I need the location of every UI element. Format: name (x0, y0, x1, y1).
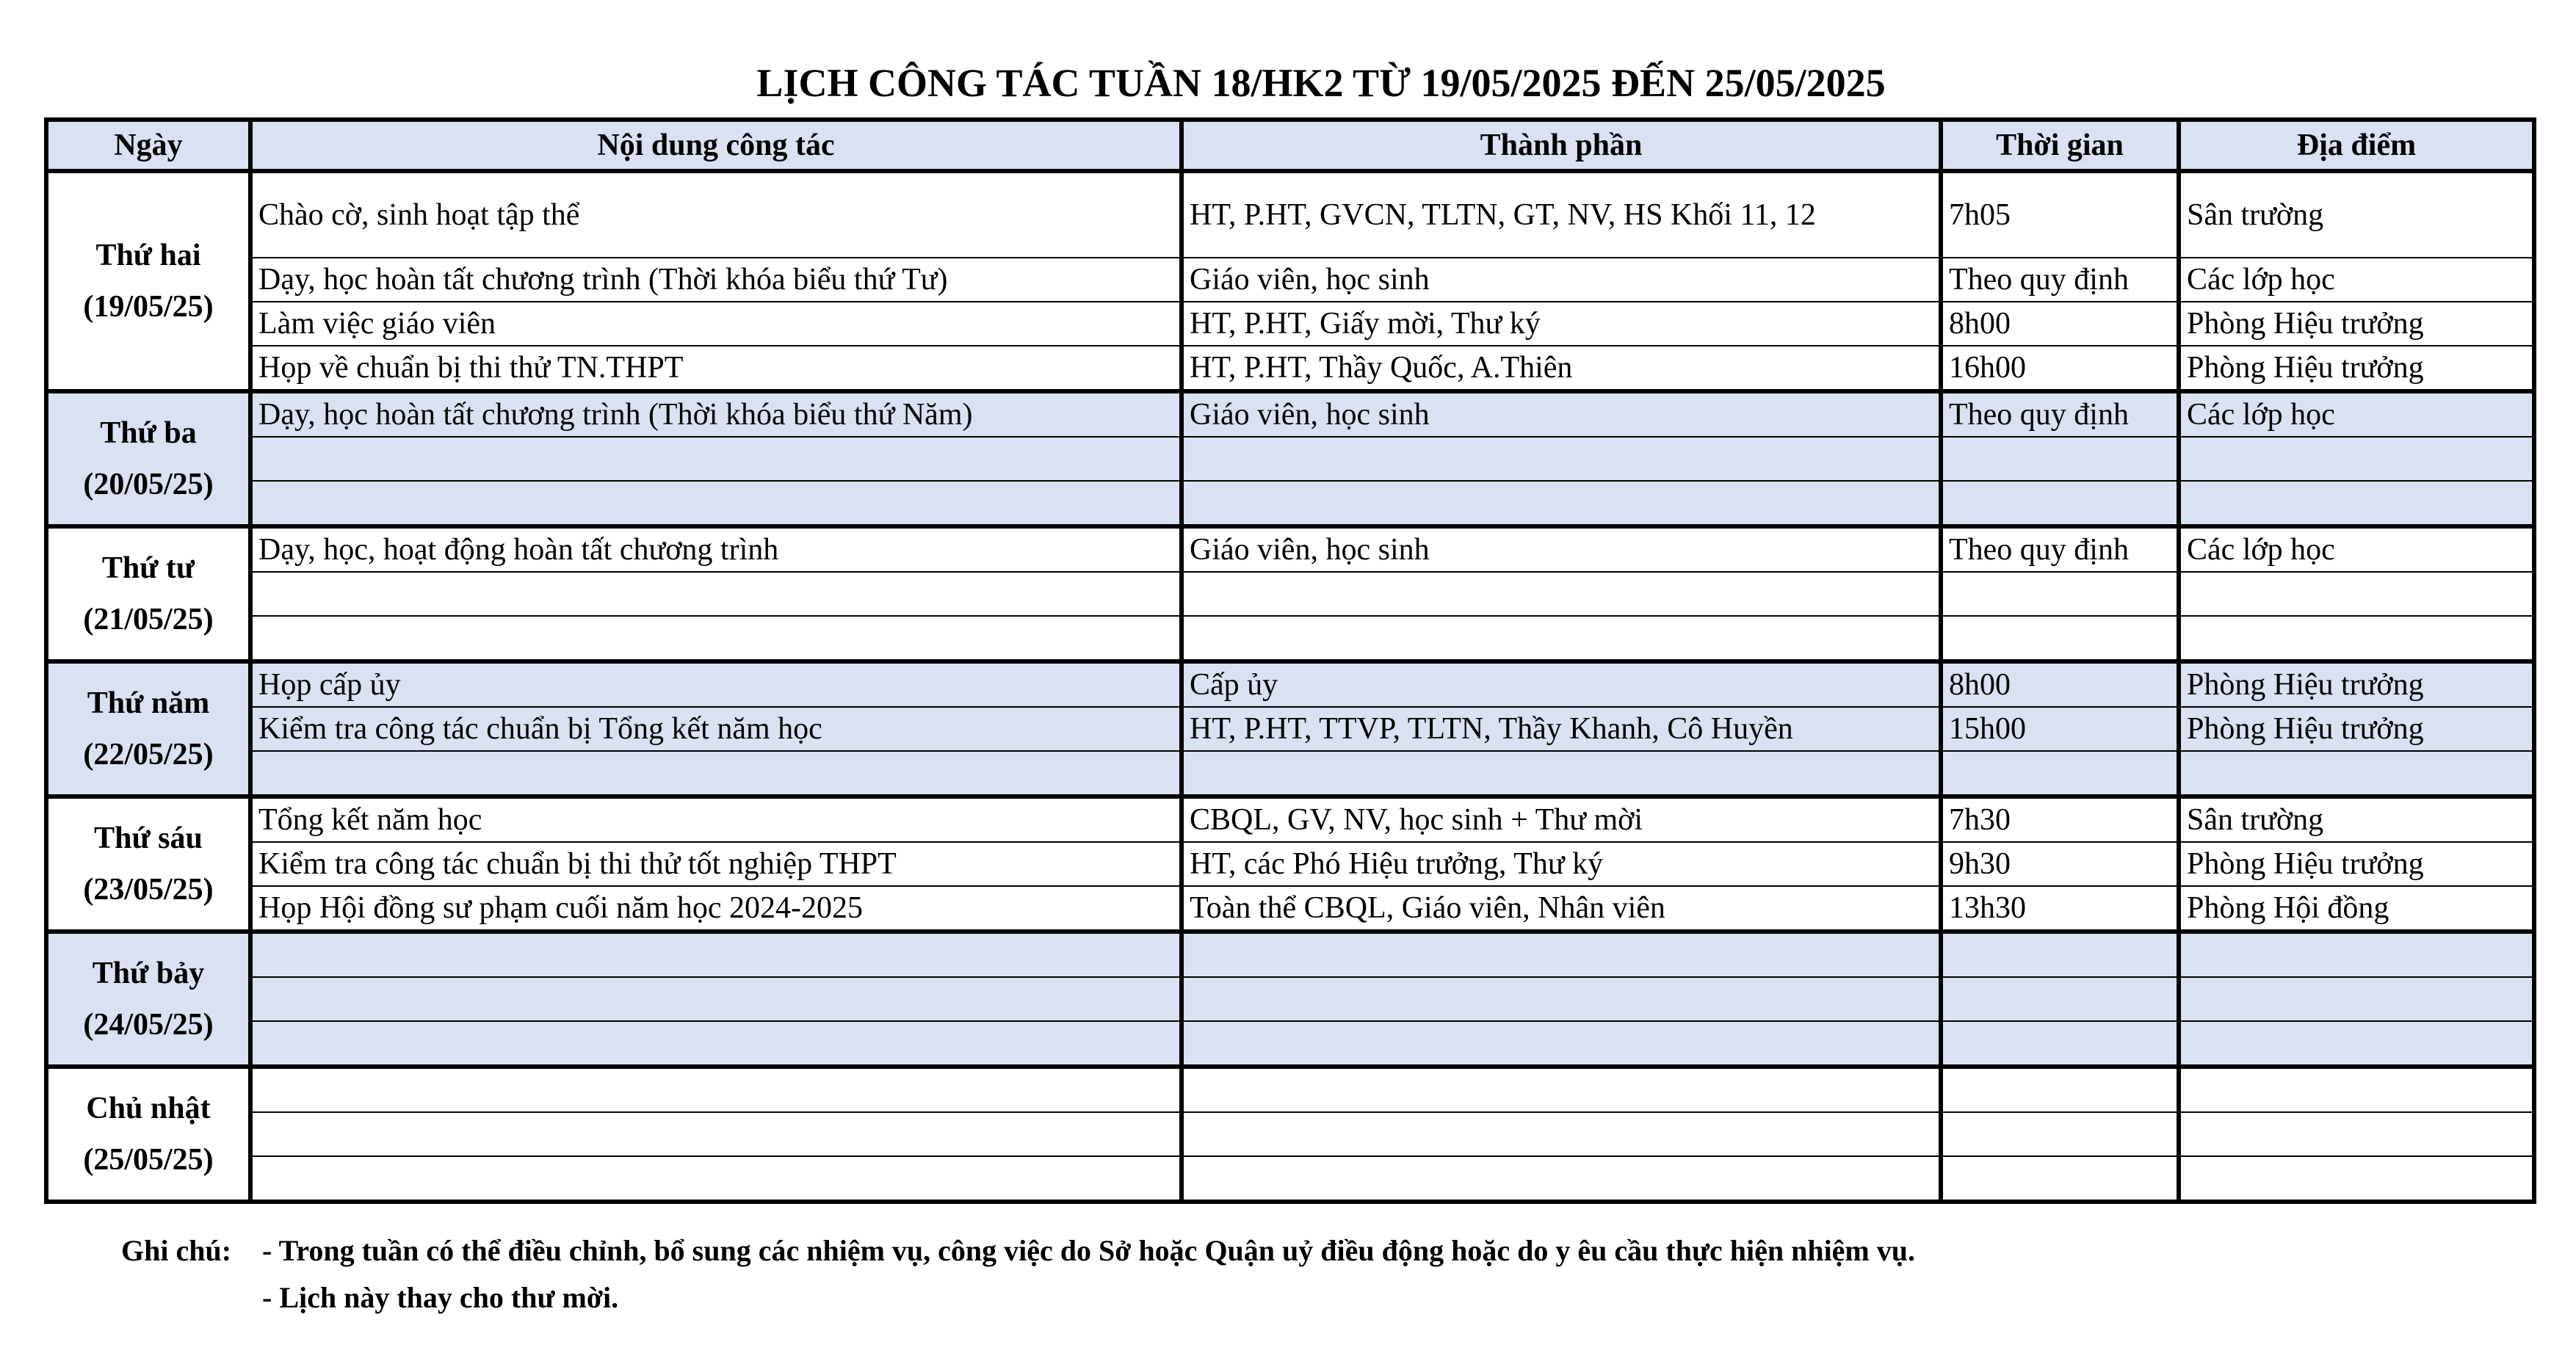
task-time (1941, 977, 2179, 1021)
task-time (1941, 437, 2179, 481)
day-cell (46, 661, 250, 796)
task-content: Chào cờ, sinh hoạt tập thể (250, 171, 1182, 258)
page-title: LỊCH CÔNG TÁC TUẦN 18/HK2 TỪ 19/05/2025 ĐẾN 25/05/2025 (756, 61, 1886, 105)
task-time (1941, 1156, 2179, 1202)
task-content: Dạy, học, hoạt động hoàn tất chương trình (250, 526, 1182, 572)
header-location: Địa điểm (2179, 120, 2534, 171)
table-row (46, 437, 2534, 481)
task-participants: HT, P.HT, Giấy mời, Thư ký (1182, 302, 1941, 346)
day-cell (46, 391, 250, 526)
task-location (2179, 1112, 2534, 1156)
task-time (1941, 1021, 2179, 1067)
day-cell (46, 796, 250, 932)
day-date: (21/05/25) (83, 603, 214, 636)
day-cell (46, 1067, 250, 1202)
task-time: 15h00 (1941, 707, 2179, 751)
task-location (2179, 751, 2534, 796)
task-content: Dạy, học hoàn tất chương trình (Thời khóa biểu thứ Năm) (250, 391, 1182, 437)
task-location (2179, 977, 2534, 1021)
task-content: Họp cấp ủy (250, 661, 1182, 707)
task-location (2179, 481, 2534, 526)
notes (121, 1227, 1915, 1321)
task-location (2179, 1156, 2534, 1202)
schedule-table (44, 117, 2536, 1204)
day-date: (20/05/25) (83, 468, 214, 501)
task-location (2179, 616, 2534, 661)
task-content (250, 616, 1182, 661)
task-content: Làm việc giáo viên (250, 302, 1182, 346)
table-row (46, 302, 2534, 346)
task-participants (1182, 1112, 1941, 1156)
task-content: Họp Hội đồng sư phạm cuối năm học 2024-2025 (250, 886, 1182, 932)
task-location (2179, 1021, 2534, 1067)
task-participants: Giáo viên, học sinh (1182, 391, 1941, 437)
task-content: Dạy, học hoàn tất chương trình (Thời khóa biểu thứ Tư) (250, 258, 1182, 302)
day-name: Thứ năm (87, 686, 210, 720)
header-row (46, 120, 2534, 171)
task-content (250, 1156, 1182, 1202)
table-row (46, 258, 2534, 302)
note-line: - Trong tuần có thể điều chỉnh, bổ sung các nhiệm vụ, công việc do Sở hoặc Quận uỷ điều động hoặc do y êu cầu thực hiện nhiệm vụ. (262, 1234, 1915, 1267)
task-time: Theo quy định (1941, 258, 2179, 302)
schedule-body (46, 171, 2534, 1202)
task-content: Kiểm tra công tác chuẩn bị thi thử tốt nghiệp THPT (250, 842, 1182, 886)
task-time: 9h30 (1941, 842, 2179, 886)
task-participants: Giáo viên, học sinh (1182, 258, 1941, 302)
task-content (250, 572, 1182, 616)
table-row (46, 707, 2534, 751)
task-participants (1182, 481, 1941, 526)
notes-label: Ghi chú: (121, 1234, 232, 1267)
task-content (250, 1067, 1182, 1112)
day-date: (24/05/25) (83, 1008, 214, 1042)
task-time (1941, 751, 2179, 796)
task-location (2179, 1067, 2534, 1112)
task-content: Kiểm tra công tác chuẩn bị Tổng kết năm học (250, 707, 1182, 751)
task-content (250, 1021, 1182, 1067)
task-content (250, 437, 1182, 481)
table-row (46, 886, 2534, 932)
table-row (46, 977, 2534, 1021)
note-line: - Lịch này thay cho thư mời. (262, 1281, 619, 1314)
task-participants: Cấp ủy (1182, 661, 1941, 707)
task-participants: CBQL, GV, NV, học sinh + Thư mời (1182, 796, 1941, 842)
table-row (46, 572, 2534, 616)
task-location (2179, 572, 2534, 616)
day-cell (46, 932, 250, 1067)
task-participants (1182, 1156, 1941, 1202)
table-row (46, 171, 2534, 258)
table-row (46, 481, 2534, 526)
note-row (121, 1274, 1915, 1321)
task-participants (1182, 616, 1941, 661)
table-row (46, 661, 2534, 707)
table-row (46, 616, 2534, 661)
table-row (46, 1067, 2534, 1112)
table-row (46, 346, 2534, 391)
table-row (46, 932, 2534, 977)
task-time (1941, 616, 2179, 661)
task-participants (1182, 751, 1941, 796)
note-row (121, 1227, 1915, 1274)
day-name: Thứ hai (95, 239, 201, 272)
header-participants: Thành phần (1182, 120, 1941, 171)
day-date: (25/05/25) (83, 1143, 214, 1177)
task-participants: HT, P.HT, TTVP, TLTN, Thầy Khanh, Cô Huyền (1182, 707, 1941, 751)
task-location: Sân trường (2179, 171, 2534, 258)
task-participants: HT, các Phó Hiệu trưởng, Thư ký (1182, 842, 1941, 886)
task-time (1941, 932, 2179, 977)
task-location: Các lớp học (2179, 258, 2534, 302)
task-time (1941, 1067, 2179, 1112)
day-date: (19/05/25) (83, 290, 214, 324)
task-participants (1182, 932, 1941, 977)
task-content (250, 481, 1182, 526)
task-content (250, 932, 1182, 977)
task-time: 16h00 (1941, 346, 2179, 391)
task-time: Theo quy định (1941, 526, 2179, 572)
task-content (250, 977, 1182, 1021)
task-participants (1182, 437, 1941, 481)
task-time: 8h00 (1941, 661, 2179, 707)
table-row (46, 842, 2534, 886)
task-location (2179, 932, 2534, 977)
day-name: Thứ bảy (92, 957, 205, 990)
header-content: Nội dung công tác (250, 120, 1182, 171)
table-row (46, 526, 2534, 572)
task-location: Sân trường (2179, 796, 2534, 842)
day-name: Thứ sáu (94, 821, 203, 855)
task-location: Phòng Hiệu trưởng (2179, 346, 2534, 391)
task-location (2179, 437, 2534, 481)
table-row (46, 1112, 2534, 1156)
task-time (1941, 572, 2179, 616)
day-date: (22/05/25) (83, 738, 214, 772)
task-participants: Toàn thể CBQL, Giáo viên, Nhân viên (1182, 886, 1941, 932)
task-participants (1182, 977, 1941, 1021)
table-row (46, 796, 2534, 842)
task-participants (1182, 572, 1941, 616)
task-location: Các lớp học (2179, 391, 2534, 437)
task-content: Tổng kết năm học (250, 796, 1182, 842)
table-row (46, 751, 2534, 796)
day-date: (23/05/25) (83, 873, 214, 907)
header-day: Ngày (46, 120, 250, 171)
day-cell (46, 526, 250, 661)
task-time (1941, 1112, 2179, 1156)
day-name: Thứ ba (100, 416, 197, 450)
task-participants (1182, 1021, 1941, 1067)
header-time: Thời gian (1941, 120, 2179, 171)
task-time: Theo quy định (1941, 391, 2179, 437)
task-location: Các lớp học (2179, 526, 2534, 572)
notes-label-spacer (121, 1274, 262, 1321)
task-participants: Giáo viên, học sinh (1182, 526, 1941, 572)
task-content (250, 751, 1182, 796)
task-location: Phòng Hiệu trưởng (2179, 842, 2534, 886)
task-participants (1182, 1067, 1941, 1112)
day-name: Chủ nhật (86, 1092, 211, 1125)
task-location: Phòng Hiệu trưởng (2179, 707, 2534, 751)
task-participants: HT, P.HT, Thầy Quốc, A.Thiên (1182, 346, 1941, 391)
task-content: Họp về chuẩn bị thi thử TN.THPT (250, 346, 1182, 391)
task-time: 13h30 (1941, 886, 2179, 932)
task-time: 7h30 (1941, 796, 2179, 842)
task-content (250, 1112, 1182, 1156)
table-row (46, 1156, 2534, 1202)
task-location: Phòng Hội đồng (2179, 886, 2534, 932)
table-row (46, 391, 2534, 437)
task-participants: HT, P.HT, GVCN, TLTN, GT, NV, HS Khối 11, 12 (1182, 171, 1941, 258)
day-cell (46, 171, 250, 391)
task-location: Phòng Hiệu trưởng (2179, 661, 2534, 707)
task-time (1941, 481, 2179, 526)
task-time: 8h00 (1941, 302, 2179, 346)
task-time: 7h05 (1941, 171, 2179, 258)
day-name: Thứ tư (101, 551, 195, 585)
task-location: Phòng Hiệu trưởng (2179, 302, 2534, 346)
table-row (46, 1021, 2534, 1067)
